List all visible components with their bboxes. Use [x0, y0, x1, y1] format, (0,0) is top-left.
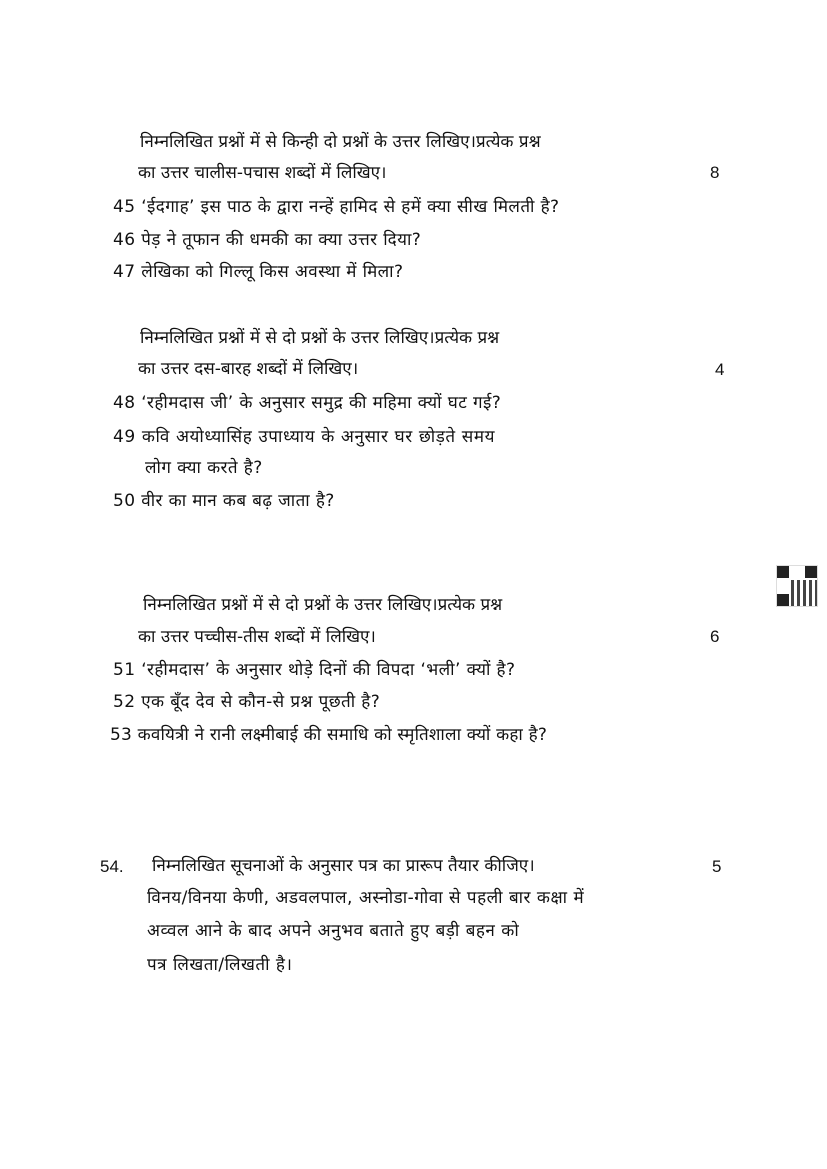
question-53: 53 कवयित्री ने रानी लक्ष्मीबाई की समाधि को स्मृतिशाला क्यों कहा है?	[110, 725, 548, 745]
question-50: 50 वीर का मान कब बढ़ जाता है?	[113, 491, 335, 511]
qr-code	[776, 565, 818, 607]
section3-instruction-line1: निम्नलिखित प्रश्नों में से दो प्रश्नों के उत्तर लिखिए।प्रत्येक प्रश्न	[143, 595, 503, 615]
section3-instruction-line2: का उत्तर पच्चीस-तीस शब्दों में लिखिए।	[138, 627, 376, 647]
section1-marks: 8	[710, 163, 720, 182]
question-46: 46 पेड़ ने तूफान की धमकी का क्या उत्तर दिया?	[113, 230, 422, 250]
question-49-continuation: लोग क्या करते है?	[145, 458, 263, 478]
question-47: 47 लेखिका को गिल्लू किस अवस्था में मिला?	[113, 262, 404, 282]
letter-detail-line1: विनय/विनया केणी, अडवलपाल, अस्नोडा-गोवा से पहली बार कक्षा में	[147, 888, 585, 908]
section3-marks: 6	[710, 627, 720, 646]
section1-instruction-line1: निम्नलिखित प्रश्नों में से किन्ही दो प्रश्नों के उत्तर लिखिए।प्रत्येक प्रश्न	[140, 132, 541, 152]
letter-detail-line2: अव्वल आने के बाद अपने अनुभव बताते हुए बड़ी बहन को	[147, 921, 520, 941]
section2-instruction-line2: का उत्तर दस-बारह शब्दों में लिखिए।	[138, 359, 359, 379]
letter-detail-line3: पत्र लिखता/लिखती है।	[147, 955, 293, 975]
section1-instruction-line2: का उत्तर चालीस-पचास शब्दों में लिखिए।	[138, 163, 387, 183]
question-48: 48 ‘रहीमदास जी’ के अनुसार समुद्र की महिमा क्यों घट गई?	[113, 393, 502, 413]
section2-marks: 4	[715, 360, 725, 379]
question-49: 49 कवि अयोध्यासिंह उपाध्याय के अनुसार घर छोड़ते समय	[113, 427, 496, 447]
section4-marks: 5	[712, 857, 722, 876]
section2-instruction-line1: निम्नलिखित प्रश्नों में से दो प्रश्नों के उत्तर लिखिए।प्रत्येक प्रश्न	[140, 328, 500, 348]
question-54-number: 54.	[100, 857, 124, 876]
section4-instruction: निम्नलिखित सूचनाओं के अनुसार पत्र का प्रारूप तैयार कीजिए।	[152, 856, 535, 876]
question-51: 51 ‘रहीमदास’ के अनुसार थोड़े दिनों की विपदा ‘भली’ क्यों है?	[113, 660, 516, 680]
question-45: 45 ‘ईदगाह’ इस पाठ के द्वारा नन्हें हामिद से हमें क्या सीख मिलती है?	[113, 197, 560, 217]
question-52: 52 एक बूँद देव से कौन-से प्रश्न पूछती है?	[113, 692, 381, 712]
